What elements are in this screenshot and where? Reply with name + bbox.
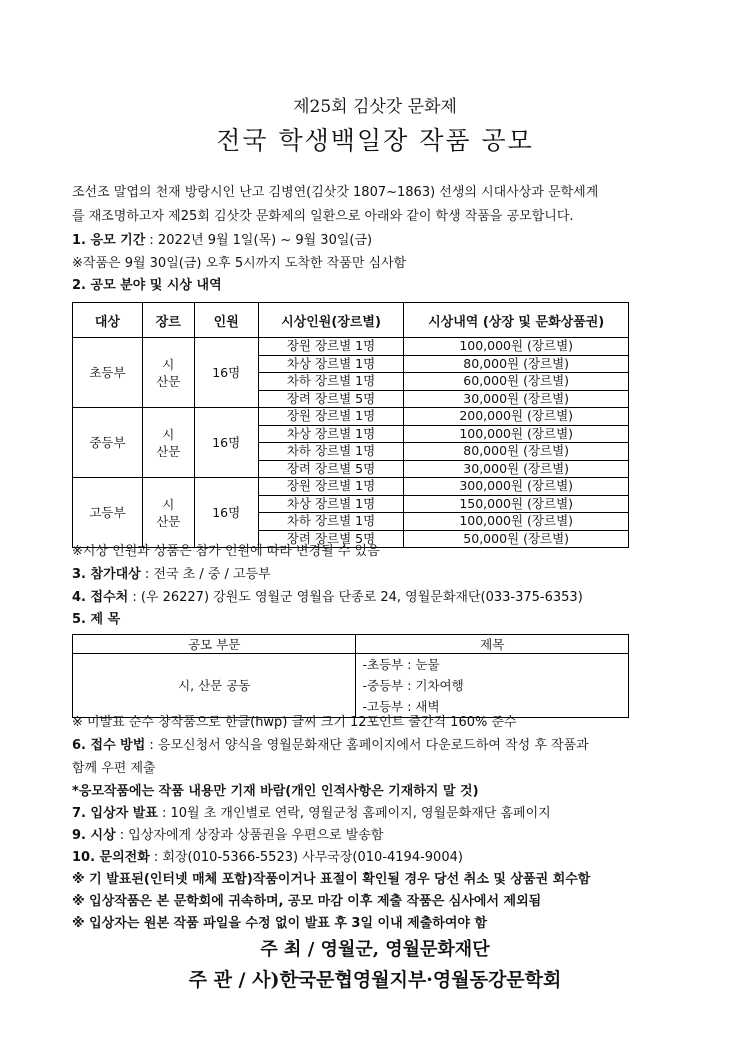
count-cell: 16명 xyxy=(194,478,258,548)
table-row xyxy=(73,408,629,426)
submission-note: *응모작품에는 작품 내용만 기재 바람(개인 인적사항은 기재하지 말 것) xyxy=(72,784,479,799)
prize-cell: 100,000원 (장르별) xyxy=(404,338,629,356)
rank-cell: 장려 장르별 5명 xyxy=(258,530,404,548)
topic-table-header xyxy=(73,635,629,654)
prize-cell: 30,000원 (장르별) xyxy=(404,390,629,408)
page-title: 전국 학생백일장 작품 공모 xyxy=(216,126,534,155)
prize-table xyxy=(72,302,629,548)
rank-cell: 차하 장르별 1명 xyxy=(258,443,404,461)
table-row xyxy=(73,478,629,496)
address-line xyxy=(72,589,583,607)
prize-cell: 80,000원 (장르별) xyxy=(404,355,629,373)
header-award-count: 시상인원(장르별) xyxy=(258,303,404,338)
table-row xyxy=(73,338,629,356)
prize-cell: 100,000원 (장르별) xyxy=(404,425,629,443)
submission-line xyxy=(72,737,589,755)
period-note: ※작품은 9월 30일(금) 오후 5시까지 도착한 작품만 심사함 xyxy=(72,256,407,271)
genre-cell: 시 산문 xyxy=(142,338,194,408)
intro-line-1: 조선조 말엽의 천재 방랑시인 난고 김병연(김삿갓 1807~1863) 선생의 시대사상과 문학세계 xyxy=(72,185,599,200)
period-label: 1. 응모 기간 xyxy=(72,233,146,248)
target-line xyxy=(72,566,271,584)
title-high: -고등부 : 새벽 xyxy=(362,699,440,714)
contact-label: 10. 문의전화 xyxy=(72,850,150,865)
submission-label: 6. 접수 방법 xyxy=(72,738,146,753)
submission-value: : 응모신청서 양식을 영월문화재단 홈페이지에서 다운로드하여 작성 후 작품과 xyxy=(145,738,589,753)
rank-cell: 장원 장르별 1명 xyxy=(258,408,404,426)
contact-line xyxy=(72,849,463,867)
division-cell: 중등부 xyxy=(73,408,143,478)
prize-cell: 50,000원 (장르별) xyxy=(404,530,629,548)
rank-cell: 차하 장르별 1명 xyxy=(258,373,404,391)
notice-3: ※ 입상자는 원본 작품 파일을 수정 없이 발표 후 3일 이내 제출하여야 함 xyxy=(72,916,488,931)
announce-label: 7. 입상자 발표 xyxy=(72,806,158,821)
contact-value: : 회장(010-5366-5523) 사무국장(010-4194-9004) xyxy=(149,850,463,865)
rank-cell: 장려 장르별 5명 xyxy=(258,390,404,408)
festival-subtitle: 제25회 김삿갓 문화제 xyxy=(293,97,457,117)
rank-cell: 차상 장르별 1명 xyxy=(258,425,404,443)
header-genre: 장르 xyxy=(142,303,194,338)
titles-cell xyxy=(356,654,629,718)
host-line: 주 최 / 영월군, 영월문화재단 xyxy=(260,939,490,960)
prize-cell: 150,000원 (장르별) xyxy=(404,495,629,513)
division-cell: 고등부 xyxy=(73,478,143,548)
period-value: : 2022년 9월 1일(목) ~ 9월 30일(금) xyxy=(145,233,373,248)
organizer-line: 주 관 / 사)한국문협영월지부·영월동강문학회 xyxy=(188,969,562,991)
format-note: ※ 미발표 순수 창작품으로 한글(hwp) 글씨 크기 12포인트 줄간격 160% 준수 xyxy=(72,715,517,730)
announce-value: : 10월 초 개인별로 연락, 영월군청 홈페이지, 영월문화재단 홈페이지 xyxy=(157,806,551,821)
count-cell: 16명 xyxy=(194,338,258,408)
period-line xyxy=(72,232,372,250)
rank-cell: 차상 장르별 1명 xyxy=(258,495,404,513)
prize-cell: 100,000원 (장르별) xyxy=(404,513,629,531)
prize-cell: 300,000원 (장르별) xyxy=(404,478,629,496)
section-5-heading: 5. 제 목 xyxy=(72,612,121,627)
title-middle: -중등부 : 기차여행 xyxy=(362,678,464,693)
header-award-detail: 시상내역 (상장 및 문화상품권) xyxy=(404,303,629,338)
count-cell: 16명 xyxy=(194,408,258,478)
prize-table-header xyxy=(73,303,629,338)
prize-cell: 60,000원 (장르별) xyxy=(404,373,629,391)
header-title: 제목 xyxy=(356,635,629,654)
award-line xyxy=(72,827,383,845)
section-2-heading: 2. 공모 분야 및 시상 내역 xyxy=(72,278,222,293)
topic-table xyxy=(72,634,629,718)
award-label: 9. 시상 xyxy=(72,828,116,843)
division-cell: 초등부 xyxy=(73,338,143,408)
address-value: : (우 26227) 강원도 영월군 영월읍 단종로 24, 영월문화재단(033-375-6353) xyxy=(128,590,583,605)
target-label: 3. 참가대상 xyxy=(72,567,141,582)
target-value: : 전국 초 / 중 / 고등부 xyxy=(140,567,271,582)
prize-cell: 30,000원 (장르별) xyxy=(404,460,629,478)
notice-2: ※ 입상작품은 본 문학회에 귀속하며, 공모 마감 이후 제출 작품은 심사에서 제외됨 xyxy=(72,894,542,909)
rank-cell: 장려 장르별 5명 xyxy=(258,460,404,478)
rank-cell: 차상 장르별 1명 xyxy=(258,355,404,373)
header-division: 대상 xyxy=(73,303,143,338)
genre-cell: 시 산문 xyxy=(142,408,194,478)
table-row xyxy=(73,654,629,718)
address-label: 4. 접수처 xyxy=(72,590,129,605)
intro-line-2: 를 재조명하고자 제25회 김삿갓 문화제의 일환으로 아래와 같이 학생 작품을 공모합니다. xyxy=(72,209,574,224)
header-count: 인원 xyxy=(194,303,258,338)
notice-1: ※ 기 발표된(인터넷 매체 포함)작품이거나 표절이 확인될 경우 당선 취소 및 상품권 회수함 xyxy=(72,872,591,887)
submission-line-2: 함께 우편 제출 xyxy=(72,761,156,776)
prize-cell: 80,000원 (장르별) xyxy=(404,443,629,461)
rank-cell: 차하 장르별 1명 xyxy=(258,513,404,531)
header-category: 공모 부문 xyxy=(73,635,356,654)
announce-line xyxy=(72,805,551,823)
award-value: : 입상자에게 상장과 상품권을 우편으로 발송함 xyxy=(115,828,384,843)
title-elementary: -초등부 : 눈물 xyxy=(362,657,440,672)
prize-note: ※시상 인원과 상품은 참가 인원에 따라 변경될 수 있음 xyxy=(72,544,380,559)
prize-cell: 200,000원 (장르별) xyxy=(404,408,629,426)
subject-cell: 시, 산문 공동 xyxy=(73,654,356,718)
rank-cell: 장원 장르별 1명 xyxy=(258,338,404,356)
genre-cell: 시 산문 xyxy=(142,478,194,548)
rank-cell: 장원 장르별 1명 xyxy=(258,478,404,496)
